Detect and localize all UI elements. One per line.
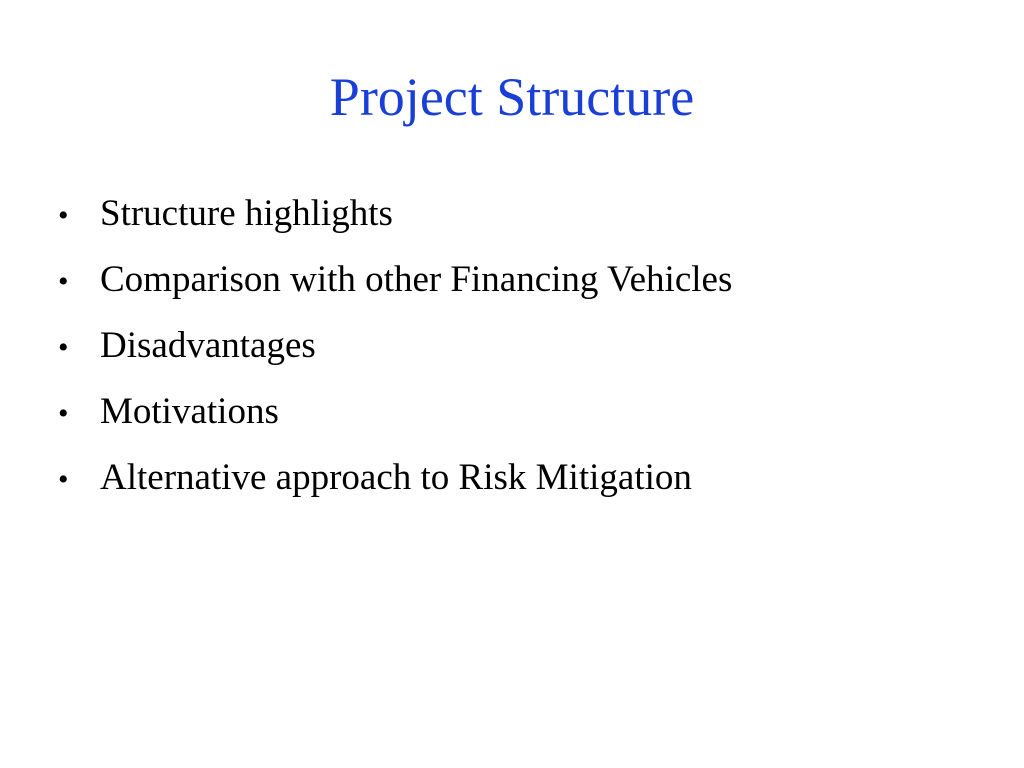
bullet-icon: • [58,463,69,496]
bullet-item-alternative-approach [58,454,732,504]
bullet-icon: • [58,331,69,364]
bullet-label: Structure highlights [100,193,393,234]
bullet-label: Comparison with other Financing Vehicles [100,259,733,300]
bullet-item-structure-highlights [58,190,732,240]
bullet-label: Disadvantages [100,325,316,366]
bullet-icon: • [58,265,69,298]
bullet-item-motivations [58,388,732,438]
slide-title: Project Structure [329,67,695,127]
bullet-label: Motivations [100,391,279,432]
bullet-list [58,190,732,520]
bullet-icon: • [58,199,69,232]
bullet-label: Alternative approach to Risk Mitigation [100,457,692,498]
bullet-item-comparison [58,256,732,306]
bullet-icon: • [58,397,69,430]
bullet-item-disadvantages [58,322,732,372]
